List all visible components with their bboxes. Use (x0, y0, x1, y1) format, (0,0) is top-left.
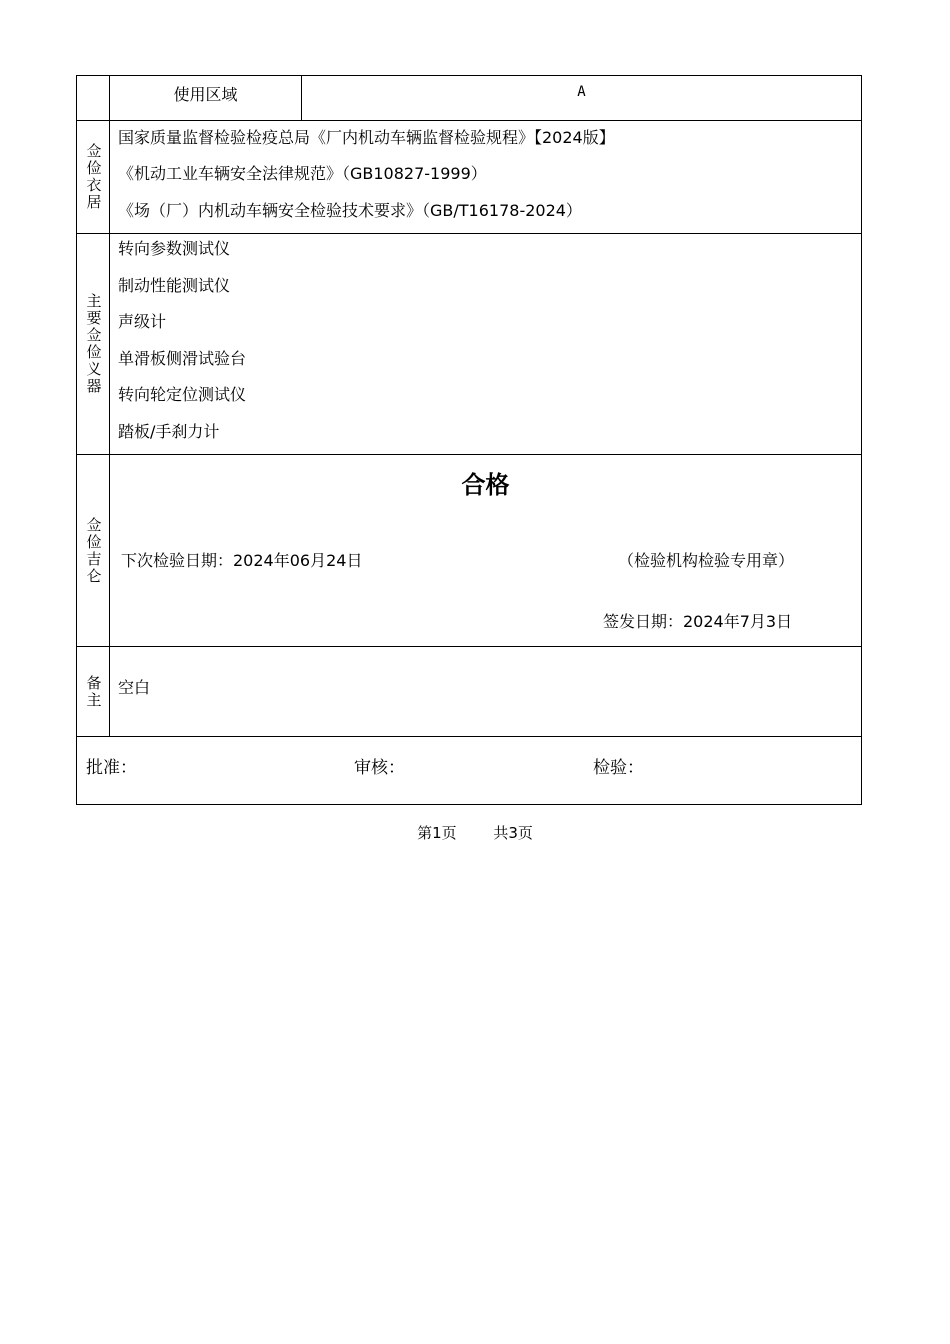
review-signature: 审核： (354, 758, 405, 778)
remarks-content (118, 647, 853, 736)
inspect-signature: 检验： (593, 758, 644, 778)
instrument-item: 声级计 (118, 312, 167, 331)
basis-line: 国家质量监督检验检疫总局《厂内机动车辆监督检验规程》【2024版】 (118, 128, 615, 147)
inspection-result: 合格 (461, 471, 510, 499)
signature-row (77, 737, 861, 805)
main-instruments-label: 主要佥俭义器 (84, 293, 103, 395)
remarks-label-cell (77, 647, 110, 736)
instrument-item: 单滑板侧滑试验台 (118, 349, 247, 368)
inspection-basis-label-cell (77, 121, 110, 233)
page-number: 第1页 (417, 824, 457, 842)
basis-line: 《机动工业车辆安全法律规范》（GB10827-1999） (118, 164, 487, 183)
conclusion-label: 佥俭吉仑 (84, 516, 103, 585)
usage-area-label: 使用区域 (110, 76, 302, 120)
basis-line: 《场（厂）内机动车辆安全检验技术要求》（GB/T16178-2024） (118, 201, 582, 220)
conclusion-row (77, 455, 861, 647)
blank-label-cell (77, 76, 110, 120)
main-instruments-label-cell (77, 234, 110, 454)
page-footer (0, 822, 950, 843)
remarks-value: 空白 (118, 678, 151, 697)
next-inspection-date: 下次检验日期：2024年06月24日 (121, 551, 363, 570)
inspection-form (76, 75, 862, 805)
inspection-basis-label: 佥俭衣居 (84, 143, 103, 211)
page-total: 共3页 (493, 824, 533, 842)
remarks-label: 备主 (84, 674, 103, 709)
usage-area-row (77, 76, 861, 121)
issue-date: 签发日期：2024年7月3日 (603, 612, 793, 631)
inspection-seal-text: （检验机构检验专用章） (618, 551, 795, 570)
instrument-item: 转向轮定位测试仪 (118, 385, 247, 404)
inspection-basis-row (77, 121, 861, 234)
remarks-row (77, 647, 861, 737)
inspection-basis-content (118, 121, 853, 233)
approve-signature: 批准： (86, 758, 137, 778)
conclusion-label-cell (77, 455, 110, 646)
usage-area-value: A (577, 84, 586, 100)
main-instruments-content (118, 234, 853, 454)
instrument-item: 踏板/手刹力计 (118, 422, 220, 441)
instrument-item: 转向参数测试仪 (118, 239, 231, 258)
instrument-item: 制动性能测试仪 (118, 276, 231, 295)
conclusion-content (118, 455, 853, 646)
main-instruments-row (77, 234, 861, 455)
